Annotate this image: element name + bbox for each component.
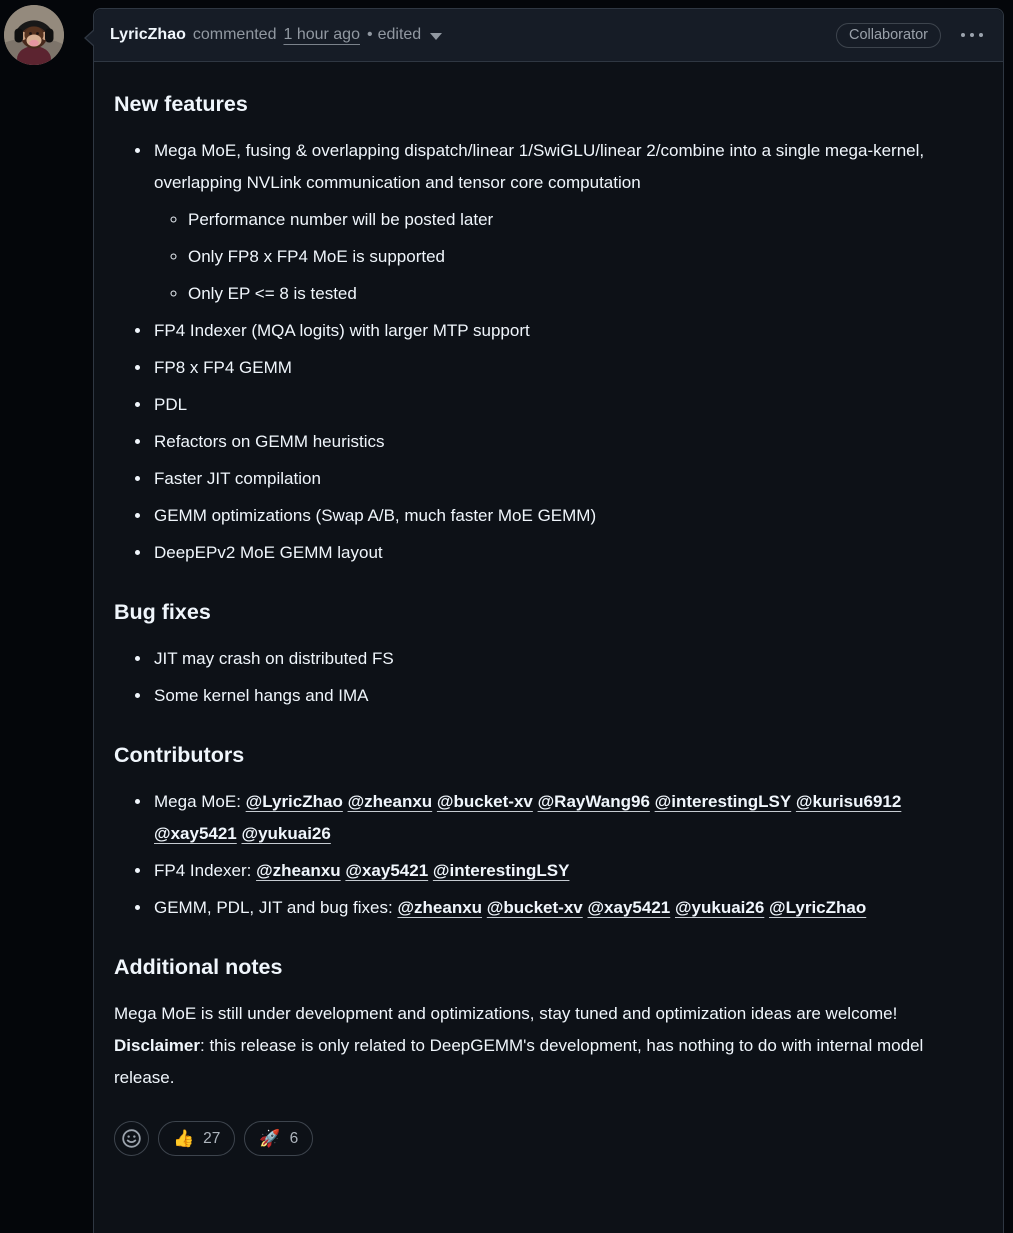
mention-link[interactable]: @yukuai26: [674, 898, 765, 917]
text-run: Mega MoE is still under development and optimizations, stay tuned and optimization ideas are welcome!: [114, 1004, 898, 1023]
text-run: JIT may crash on distributed FS: [154, 649, 394, 668]
list-item: [152, 680, 983, 712]
section-heading: New features: [114, 92, 248, 116]
mention-link[interactable]: @zheanxu: [347, 792, 433, 811]
reaction-pill[interactable]: [158, 1121, 235, 1156]
smiley-icon: [122, 1129, 141, 1148]
list-item: [152, 537, 983, 569]
mention-link[interactable]: @LyricZhao: [769, 898, 867, 917]
mention-link[interactable]: @interestingLSY: [432, 861, 570, 880]
list-item: [152, 500, 983, 532]
mention-link[interactable]: @zheanxu: [397, 898, 483, 917]
reactions-row: [94, 1094, 1003, 1172]
chevron-down-icon: [430, 33, 442, 40]
list-item: [152, 352, 983, 384]
text-run: FP4 Indexer (MQA logits) with larger MTP support: [154, 321, 530, 340]
collaborator-badge: Collaborator: [836, 23, 941, 48]
avatar[interactable]: [4, 5, 64, 65]
speech-caret-icon: [86, 29, 96, 47]
edited-label: edited: [377, 26, 422, 43]
mention-link[interactable]: @xay5421: [587, 898, 671, 917]
bold-text: Disclaimer: [114, 1036, 200, 1055]
comment-card: [93, 8, 1004, 1233]
text-run: Refactors on GEMM heuristics: [154, 432, 385, 451]
list-item: [152, 855, 983, 887]
action-text: commented: [192, 26, 277, 43]
text-run: Only EP <= 8 is tested: [188, 284, 357, 303]
list-item: [152, 643, 983, 675]
monkey-plush-avatar-image: [4, 5, 64, 65]
list-item: [152, 389, 983, 421]
text-run: DeepEPv2 MoE GEMM layout: [154, 543, 383, 562]
dot-separator: •: [366, 26, 373, 43]
nested-list-item: [188, 278, 983, 310]
add-reaction-button[interactable]: [114, 1121, 149, 1156]
text-run: Performance number will be posted later: [188, 210, 494, 229]
text-run: : this release is only related to DeepGEMM's development, has nothing to do with internal model release.: [114, 1036, 924, 1087]
text-run: Some kernel hangs and IMA: [154, 686, 369, 705]
header-actions: [836, 23, 987, 48]
reaction-count: 6: [289, 1129, 299, 1147]
timestamp-link[interactable]: 1 hour ago: [283, 26, 360, 43]
author-link[interactable]: LyricZhao: [110, 26, 186, 43]
reaction-pill[interactable]: [244, 1121, 313, 1156]
mention-link[interactable]: @xay5421: [345, 861, 429, 880]
section-heading: Additional notes: [114, 955, 283, 979]
markdown-list: [114, 786, 983, 924]
kebab-menu-button[interactable]: [957, 27, 987, 43]
comment-body: [94, 62, 1003, 1094]
mention-link[interactable]: @xay5421: [154, 824, 237, 843]
text-run: Only FP8 x FP4 MoE is supported: [188, 247, 445, 266]
text-run: GEMM, PDL, JIT and bug fixes:: [154, 898, 398, 917]
markdown-list: [114, 643, 983, 712]
markdown-list: [114, 135, 983, 569]
nested-list: [154, 204, 983, 310]
mention-link[interactable]: @LyricZhao: [245, 792, 343, 811]
text-run: FP4 Indexer:: [154, 861, 257, 880]
list-item: [152, 892, 983, 924]
mention-link[interactable]: @kurisu6912: [795, 792, 902, 811]
text-run: Faster JIT compilation: [154, 469, 321, 488]
list-item: [152, 135, 983, 310]
list-item: [152, 786, 983, 850]
reaction-emoji: 👍: [173, 1129, 195, 1148]
text-run: FP8 x FP4 GEMM: [154, 358, 292, 377]
nested-list-item: [188, 204, 983, 236]
mention-link[interactable]: @bucket-xv: [486, 898, 583, 917]
mention-link[interactable]: @bucket-xv: [436, 792, 533, 811]
comment-header: [94, 9, 1003, 62]
list-item: [152, 426, 983, 458]
list-item: [152, 463, 983, 495]
section-heading: Bug fixes: [114, 600, 211, 624]
mention-link[interactable]: @interestingLSY: [654, 792, 792, 811]
mention-link[interactable]: @zheanxu: [256, 861, 341, 880]
text-run: PDL: [154, 395, 188, 414]
nested-list-item: [188, 241, 983, 273]
list-item: [152, 315, 983, 347]
mention-link[interactable]: @yukuai26: [241, 824, 331, 843]
mention-link[interactable]: @RayWang96: [537, 792, 650, 811]
reaction-count: 27: [203, 1129, 221, 1147]
text-run: Mega MoE:: [154, 792, 246, 811]
edited-dropdown-button[interactable]: [378, 26, 443, 44]
reaction-emoji: 🚀: [259, 1129, 281, 1148]
text-run: Mega MoE, fusing & overlapping dispatch/linear 1/SwiGLU/linear 2/combine into a single mega-kernel, overlapping NVLink communication and tensor core computation: [154, 141, 925, 192]
section-heading: Contributors: [114, 743, 245, 767]
kebab-horizontal-icon: [961, 33, 983, 37]
text-run: GEMM optimizations (Swap A/B, much faster MoE GEMM): [154, 506, 597, 525]
paragraph: [114, 998, 983, 1094]
